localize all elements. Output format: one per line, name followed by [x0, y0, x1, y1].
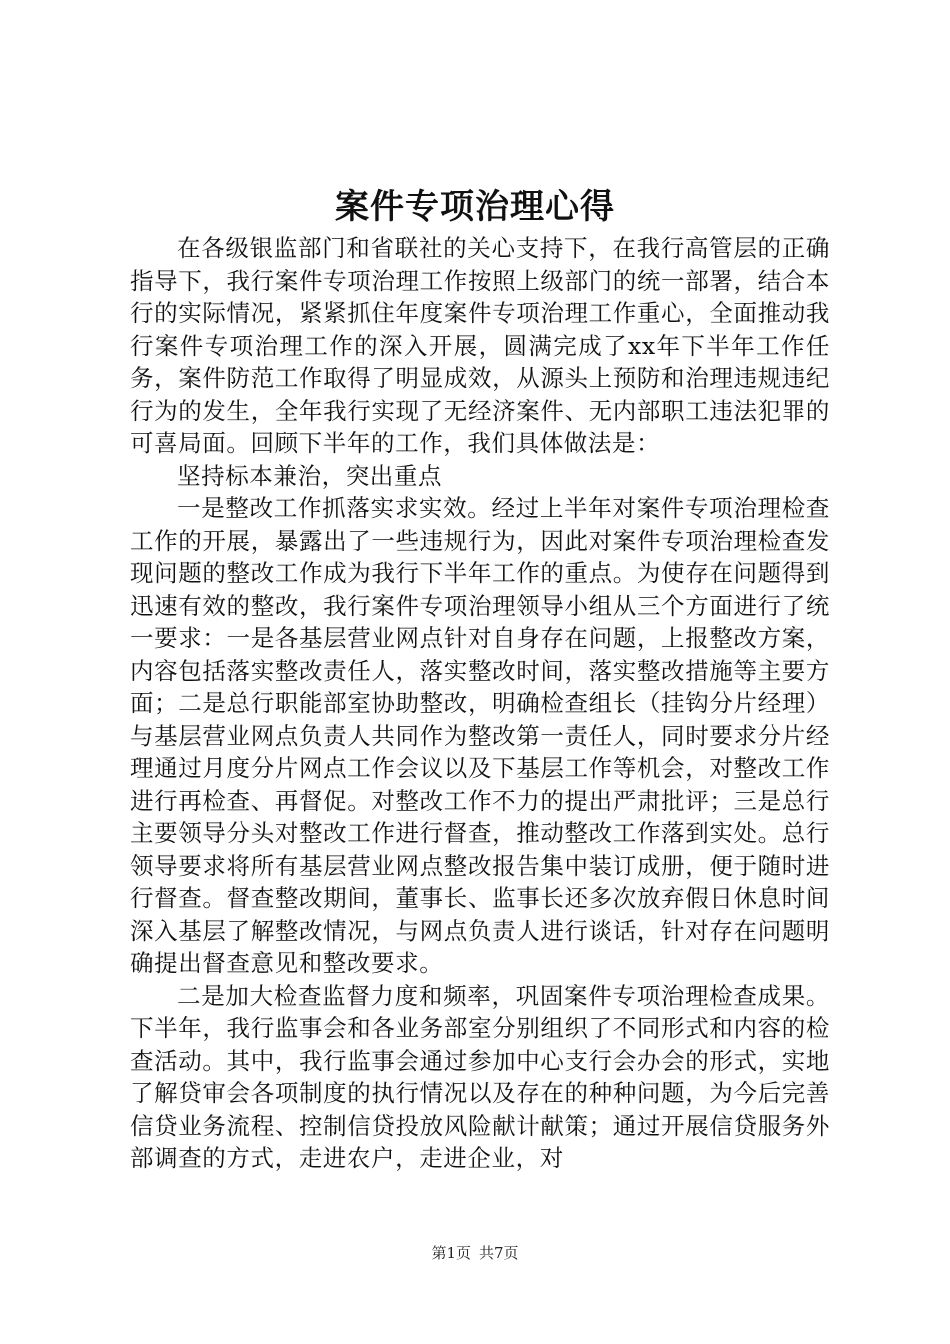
document-body	[130, 232, 830, 1175]
page-total: 共7页	[479, 1244, 519, 1262]
document-title: 案件专项治理心得	[335, 187, 615, 227]
paragraph-heading: 坚持标本兼治，突出重点	[177, 461, 443, 490]
paragraph-second-point: 二是加大检查监督力度和频率，巩固案件专项治理检查成果。下半年，我行监事会和各业务部室分别组织了不同形式和内容的检查活动。其中，我行监事会通过参加中心支行会办会的形式，实地了解贷审会各项制度的执行情况以及存在的种种问题，为今后完善信贷业务流程、控制信贷投放风险献计献策；通过开展信贷服务外部调查的方式，走进农户，走进企业，对	[130, 981, 830, 1172]
paragraph-first-point: 一是整改工作抓落实求实效。经过上半年对案件专项治理检查工作的开展，暴露出了一些违规行为，因此对案件专项治理检查发现问题的整改工作成为我行下半年工作的重点。为使存在问题得到迅速有效的整改，我行案件专项治理领导小组从三个方面进行了统一要求：一是各基层营业网点针对自身存在问题，上报整改方案，内容包括落实整改责任人，落实整改时间，落实整改措施等主要方面；二是总行职能部室协助整改，明确检查组长（挂钩分片经理）与基层营业网点负责人共同作为整改第一责任人，同时要求分片经理通过月度分片网点工作会议以及下基层工作等机会，对整改工作进行再检查、再督促。对整改工作不力的提出严肃批评；三是总行主要领导分头对整改工作进行督查，推动整改工作落到实处。总行领导要求将所有基层营业网点整改报告集中装订成册，便于随时进行督查。督查整改期间，董事长、监事长还多次放弃假日休息时间深入基层了解整改情况，与网点负责人进行谈话，针对存在问题明确提出督查意见和整改要求。	[130, 494, 830, 977]
paragraph-intro: 在各级银监部门和省联社的关心支持下，在我行高管层的正确指导下，我行案件专项治理工作按照上级部门的统一部署，结合本行的实际情况，紧紧抓住年度案件专项治理工作重心，全面推动我行案件专项治理工作的深入开展，圆满完成了xx年下半年工作任务，案件防范工作取得了明显成效，从源头上预防和治理违规违纪行为的发生，全年我行实现了无经济案件、无内部职工违法犯罪的可喜局面。回顾下半年的工作，我们具体做法是：	[130, 234, 830, 457]
page-footer	[0, 1243, 950, 1263]
page-number: 第1页	[431, 1244, 471, 1262]
